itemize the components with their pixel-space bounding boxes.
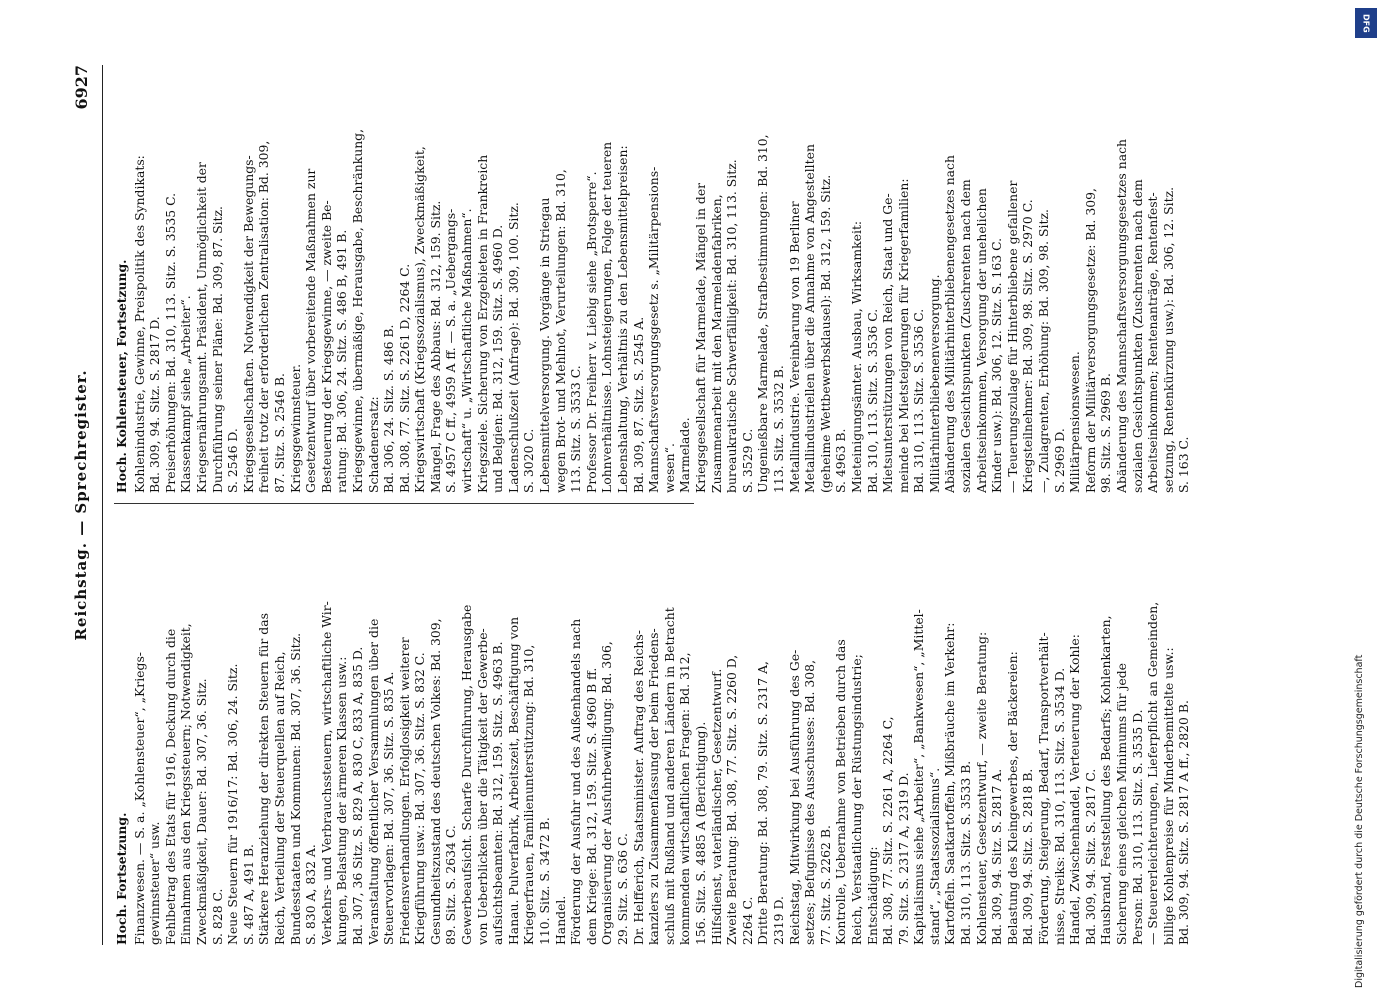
index-line: setzes; Befugnisse des Ausschusses: Bd. 308, [802, 659, 818, 945]
index-line: Marmelade. [677, 417, 693, 493]
index-line: Bd. 309, 94. Sitz. S. 2817 A ff., 2820 B. [1176, 700, 1192, 945]
index-line: Schadenersatz: [365, 396, 381, 493]
index-line: Metallindustrie. Vereinbarung von 19 Berliner [786, 201, 802, 493]
index-line: S. 487 A, 491 B. [240, 844, 256, 945]
index-line: kanzlers zu Zusammenfassung der beim Friedens- [646, 628, 662, 945]
index-line: 77. Sitz. S. 2262 B. [817, 825, 833, 945]
index-line: ratung: Bd. 306, 24. Sitz. S. 486 B, 491 B. [334, 229, 350, 493]
index-line: Dr. Helfferich, Staatsminister. Auftrag des Reichs- [630, 630, 646, 945]
index-line: Neue Steuern für 1916/17: Bd. 306, 24. Sitz. [225, 663, 241, 945]
index-line: Militärhinterbliebenenversorgung. [926, 274, 942, 493]
index-line: Kriegsteilnehmer: Bd. 309, 98. Sitz. S. 2970 C. [1020, 199, 1036, 493]
index-line: Kriegsgesellschaft für Marmelade, Mängel in der [692, 182, 708, 493]
index-line: Hanau. Pulverfabrik, Arbeitszeit, Beschäftigung von [505, 616, 521, 945]
index-line: Handel, Zwischenhandel, Verteuerung der Kohle: [1067, 634, 1083, 945]
index-line: Bd. 306, 24. Sitz. S. 486 B. [381, 324, 397, 493]
index-line: Reich, Verteilung der Steuerquellen auf Reich, [271, 651, 287, 945]
index-line: Lebenshaltung, Verhältnis zu den Lebensmittelpreisen: [615, 145, 630, 493]
rotated-page-content [70, 65, 1300, 945]
index-line: — Teuerungszulage für Hinterbliebene gefallener [1004, 180, 1020, 493]
index-line: S. 828 C. [209, 888, 225, 945]
side-note [1350, 8, 1382, 998]
index-line: Reform der Militärversorgungsgesetze: Bd. 309, [1082, 188, 1098, 493]
index-line: sozialen Gesichtspunkten (Zuschrenten nach dem [1129, 179, 1145, 493]
index-line: 113. Sitz. S. 3533 C. [568, 365, 584, 493]
index-line: Dritte Beratung: Bd. 308, 79. Sitz. S. 2317 A, [755, 661, 771, 945]
index-line: Arbeitseinkommen, Versorgung der unehelichen [973, 188, 989, 493]
index-line: 79. Sitz. S. 2317 A, 2319 D. [895, 772, 911, 945]
index-line: 89. Sitz. S. 2634 C. [443, 825, 459, 945]
header-rule [102, 65, 103, 945]
index-line: Hilfsdienst, vaterländischer, Gesetzentwurf. [708, 668, 724, 945]
right-column-entries [132, 63, 1192, 493]
index-line: Finanzwesen. — S. a. „Kohlensteuer“, „Kriegs- [131, 652, 147, 945]
index-line: Bd. 310, 113. Sitz. S. 3536 C. [911, 308, 927, 493]
left-column-head: Hoch. Fortsetzung. [114, 812, 129, 945]
dfg-logo: DFG [1355, 8, 1377, 38]
index-line: Bd. 309, 94. Sitz. S. 2817 A. [989, 768, 1005, 945]
index-line: wirtschaft“ u. „Wirtschaftliche Maßnahmen“. [459, 208, 475, 493]
index-line: stand“, „Staatssozialismus“. [926, 767, 942, 945]
index-line: kommenden wirtschaftlichen Fragen: Bd. 312, [677, 652, 693, 945]
index-line: Kriegswirtschaft (Kriegssozialismus), Zweckmäßigkeit, [412, 146, 428, 493]
index-line: Mannschaftsversorgungsgesetz s. „Militärpensions- [646, 166, 662, 493]
index-line: 113. Sitz. S. 3532 B. [770, 365, 786, 493]
index-line: 29. Sitz. S. 636 C. [615, 833, 630, 945]
index-line: dem Kriege: Bd. 312, 159. Sitz. S. 4960 B ff. [583, 667, 599, 945]
index-line: Besteuerung der Kriegsgewinne, — zweite Be- [318, 200, 334, 493]
index-line: wesen“. [661, 443, 677, 493]
index-line: 2319 D. [770, 896, 786, 945]
index-line: Kriegsgesellschaften. Notwendigkeit der Bewegungs- [240, 155, 256, 493]
index-line: S. 4963 B. [833, 428, 849, 493]
index-line: billige Kohlenpreise für Minderbemittelte usw.: [1160, 647, 1176, 945]
left-column-entries [132, 515, 1192, 945]
index-line: 87. Sitz. S. 2546 B. [271, 373, 287, 493]
index-line: 2264 C. [739, 896, 755, 945]
index-line: S. 3529 C. [739, 428, 755, 493]
index-line: Mängel, Frage des Abbaus: Bd. 312, 159. Sitz. [427, 200, 443, 493]
index-line: Kriegführung usw.: Bd. 307, 36. Sitz. S. 832 C. [412, 652, 428, 945]
index-line: Steuervorlagen: Bd. 307, 36. Sitz. S. 835 A. [381, 671, 397, 945]
index-line: Metallindustriellen über die Annahme von Angestellten [802, 144, 818, 493]
index-line: Bd. 309, 87. Sitz. S. 2545 A. [630, 316, 646, 493]
index-line: Hausbrand, Feststellung des Bedarfs; Kohlenkarten, [1098, 615, 1114, 945]
index-line: Gewerbeaufsicht. Scharfe Durchführung, Herausgabe [459, 604, 475, 945]
page-title: Reichstag. — Sprechregister. [72, 369, 90, 641]
index-line: Mieteinigungsämter. Ausbau, Wirksamkeit: [848, 220, 864, 493]
left-column [114, 515, 1192, 945]
index-line: Lohnverhältnisse. Lohnsteigerungen, Folge der teueren [599, 141, 615, 493]
index-line: gewinnsteuer“ usw. [147, 821, 163, 945]
index-line: — Steuererleichterungen, Lieferpflicht an Gemeinden, [1145, 601, 1161, 945]
index-line: Bd. 308, 77. Sitz. S. 2261 A, 2264 C, [880, 716, 896, 945]
index-line: Kriegsziele. Sicherung von Erzgebieten in Frankreich [474, 154, 490, 493]
index-line: Verkehrs- und Verbrauchssteuern, wirtschaftliche Wir- [318, 601, 334, 945]
index-line: Preiserhöhungen: Bd. 310, 113. Sitz. S. 3535 C. [162, 192, 178, 493]
index-line: Reichstag, Mitwirkung bei Ausführung des Ge- [786, 649, 802, 945]
index-line: Person: Bd. 310, 113. Sitz. S. 3535 D. [1129, 709, 1145, 945]
index-line: schluß mit Rußland und anderen Ländern in Betracht [661, 607, 677, 945]
index-line: Bundesstaaten und Kommunen: Bd. 307, 36. Sitz. [287, 632, 303, 945]
index-line: Förderung der Ausfuhr und des Außenhandels nach [568, 618, 584, 945]
index-line: Kontrolle, Uebernahme von Betrieben durch das [833, 639, 849, 945]
index-line: Kapitalismus siehe „Arbeiter“, „Bankwesen“, „Mittel- [911, 609, 927, 945]
index-line: Militärpensionswesen. [1067, 351, 1083, 493]
index-line: S. 2969 D. [1051, 428, 1067, 493]
index-line: bureaukratische Schwerfälligkeit: Bd. 310, 113. Sitz. [724, 159, 740, 493]
index-line: sozialen Gesichtspunkten (Zuschrenten nach dem [958, 179, 974, 493]
index-line: Bd. 308, 77. Sitz. S. 2261 D, 2264 C. [396, 263, 412, 493]
index-line: Kriegsgewinne, übermäßige, Herausgabe, Beschränkung, [349, 128, 365, 493]
index-line: Reich, Verstaatlichung der Rüstungsindustrie; [848, 654, 864, 945]
index-line: Handel. [552, 895, 568, 945]
index-line: Entschädigung: [864, 846, 880, 945]
index-line: Förderung, Steigerung, Bedarf, Transportverhält- [1036, 632, 1052, 945]
index-line: Einnahmen aus den Kriegssteuern; Notwendigkeit, [178, 623, 194, 945]
index-line: Zweite Beratung: Bd. 308, 77. Sitz. S. 2260 D, [724, 654, 740, 945]
index-line: S. 163 C. [1176, 436, 1192, 493]
index-line: Ungenießbare Marmelade, Strafbestimmungen: Bd. 310, [755, 134, 771, 493]
page-number: 6927 [72, 65, 91, 110]
index-line: Professor Dr. Freiherr v. Liebig siehe „Brotsperre“. [583, 171, 599, 493]
index-line: Sicherung eines gleichen Minimums für jede [1114, 663, 1129, 945]
index-line: und Belgien: Bd. 312, 159. Sitz. S. 4960 D. [490, 224, 506, 493]
index-line: aufsichtsbeamten: Bd. 312, 159. Sitz. S. 4963 B. [490, 641, 506, 945]
index-line: 156. Sitz. S. 4885 A (Berichtigung). [692, 721, 708, 945]
right-column-head: Hoch. Kohlensteuer, Fortsetzung. [114, 259, 129, 493]
right-column [114, 63, 1192, 493]
index-line: Abänderung des Militärhinterbliebenengesetzes nach [942, 155, 958, 493]
index-line: 110. Sitz. S. 3472 B. [537, 817, 553, 945]
index-line: Gesundheitszustand des deutschen Volkes: Bd. 309, [427, 618, 443, 945]
index-line: Kinder usw.): Bd. 306, 12. Sitz. S. 163 C. [989, 237, 1005, 493]
index-line: S. 4957 C ff., 4959 A ff. — S. a. „Uebergangs- [443, 208, 459, 493]
index-line: nisse, Streiks: Bd. 310, 113. Sitz. S. 3534 D. [1051, 667, 1067, 945]
index-line: Bd. 307, 36 Sitz. S. 829 A, 830 C, 833 A, 835 D. [349, 646, 365, 945]
index-line: Kohlensteuer, Gesetzentwurf, — zweite Beratung: [973, 631, 989, 945]
index-line: S. 830 A, 832 A. [303, 844, 319, 945]
index-line: Bd. 309, 94. Sitz. S. 2817 C. [1082, 768, 1098, 945]
index-line: Zusammenarbeit mit den Marmeladenfabriken, [708, 194, 724, 493]
index-line: Kriegsernährungsamt. Präsident, Unmöglichkeit der [193, 162, 209, 493]
page-header [70, 65, 110, 945]
index-line: Kohlenindustrie, Gewinne, Preispolitik des Syndikats: [131, 155, 147, 493]
index-line: Bd. 310, 113. Sitz. S. 3536 C. [864, 308, 880, 493]
column-separator [114, 503, 694, 504]
index-line: Bd. 310, 113. Sitz. S. 3533 B. [958, 760, 974, 945]
index-line: Organisierung der Ausfuhrbewilligung: Bd. 306, [599, 641, 615, 945]
index-line: setzung, Rentenkürzung usw.): Bd. 306, 12. Sitz. [1160, 186, 1176, 493]
index-line: —, Zulagrenten, Erhöhung: Bd. 309, 98. Sitz. [1036, 209, 1052, 493]
index-line: Zweckmäßigkeit, Dauer: Bd. 307, 36. Sitz. [193, 678, 209, 945]
index-line: von Ueberblicken über die Tätigkeit der Gewerbe- [474, 628, 490, 945]
index-line: Stärkere Heranziehung der direkten Steuern für das [256, 613, 272, 945]
index-line: Bd. 309, 94. Sitz. S. 2818 B. [1020, 768, 1036, 945]
index-line: Friedensverhandlungen. Erfolglosigkeit weiterer [396, 637, 412, 945]
index-line: Kartoffeln. Saatkartoffeln, Mißbräuche im Verkehr: [942, 622, 958, 945]
index-line: S. 3020 C. [521, 428, 537, 493]
index-line: (geheime Wettbewerbsklausel): Bd. 312, 159. Sitz. [817, 174, 833, 493]
index-line: Mietsunterstützungen von Reich, Staat und Ge- [880, 193, 896, 493]
index-line: Klassenkampf siehe „Arbeiter“. [178, 295, 194, 493]
index-line: meinde bei Mietsteigerungen für Kriegerfamilien: [895, 178, 911, 493]
index-line: Arbeitseinkommen; Rentenanträge, Rentenfest- [1145, 192, 1161, 493]
index-line: Fehlbetrag des Etats für 1916, Deckung durch die [162, 628, 178, 945]
index-line: freiheit trotz der erforderlichen Zentralisation: Bd. 309, [256, 140, 272, 493]
index-line: Lebensmittelversorgung. Vorgänge in Striegau [537, 197, 553, 493]
index-line: Gesetzentwurf über vorbereitende Maßnahmen zur [303, 168, 319, 493]
index-line: kungen, Belastung der ärmeren Klassen usw.: [334, 656, 350, 945]
index-line: Belastung des Kleingewerbes, der Bäckereien: [1004, 651, 1020, 945]
index-line: Veranstaltung öffentlicher Versammlungen über die [365, 618, 381, 945]
index-line: Abänderung des Mannschaftsversorgungsgesetzes nach [1114, 138, 1129, 493]
index-line: Ladenschlußzeit (Anfrage): Bd. 309, 100. Sitz. [505, 202, 521, 493]
index-line: Kriegsgewinnsteuer. [287, 363, 303, 493]
index-line: wegen Brot- und Mehlnot, Verurteilungen: Bd. 310, [552, 169, 568, 493]
index-line: Durchführung seiner Pläne: Bd. 309, 87. Sitz. [209, 206, 225, 493]
index-line: 98. Sitz. S. 2969 B. [1098, 373, 1114, 493]
index-line: S. 2546 D. [225, 428, 241, 493]
digitization-note: Digitalisierung gefördert durch die Deutsche Forschungsgemeinschaft [1354, 654, 1365, 988]
index-line: Kriegerfrauen, Familienunterstützung: Bd. 310, [521, 644, 537, 945]
index-line: Bd. 309, 94. Sitz. S. 2817 D. [147, 316, 163, 493]
